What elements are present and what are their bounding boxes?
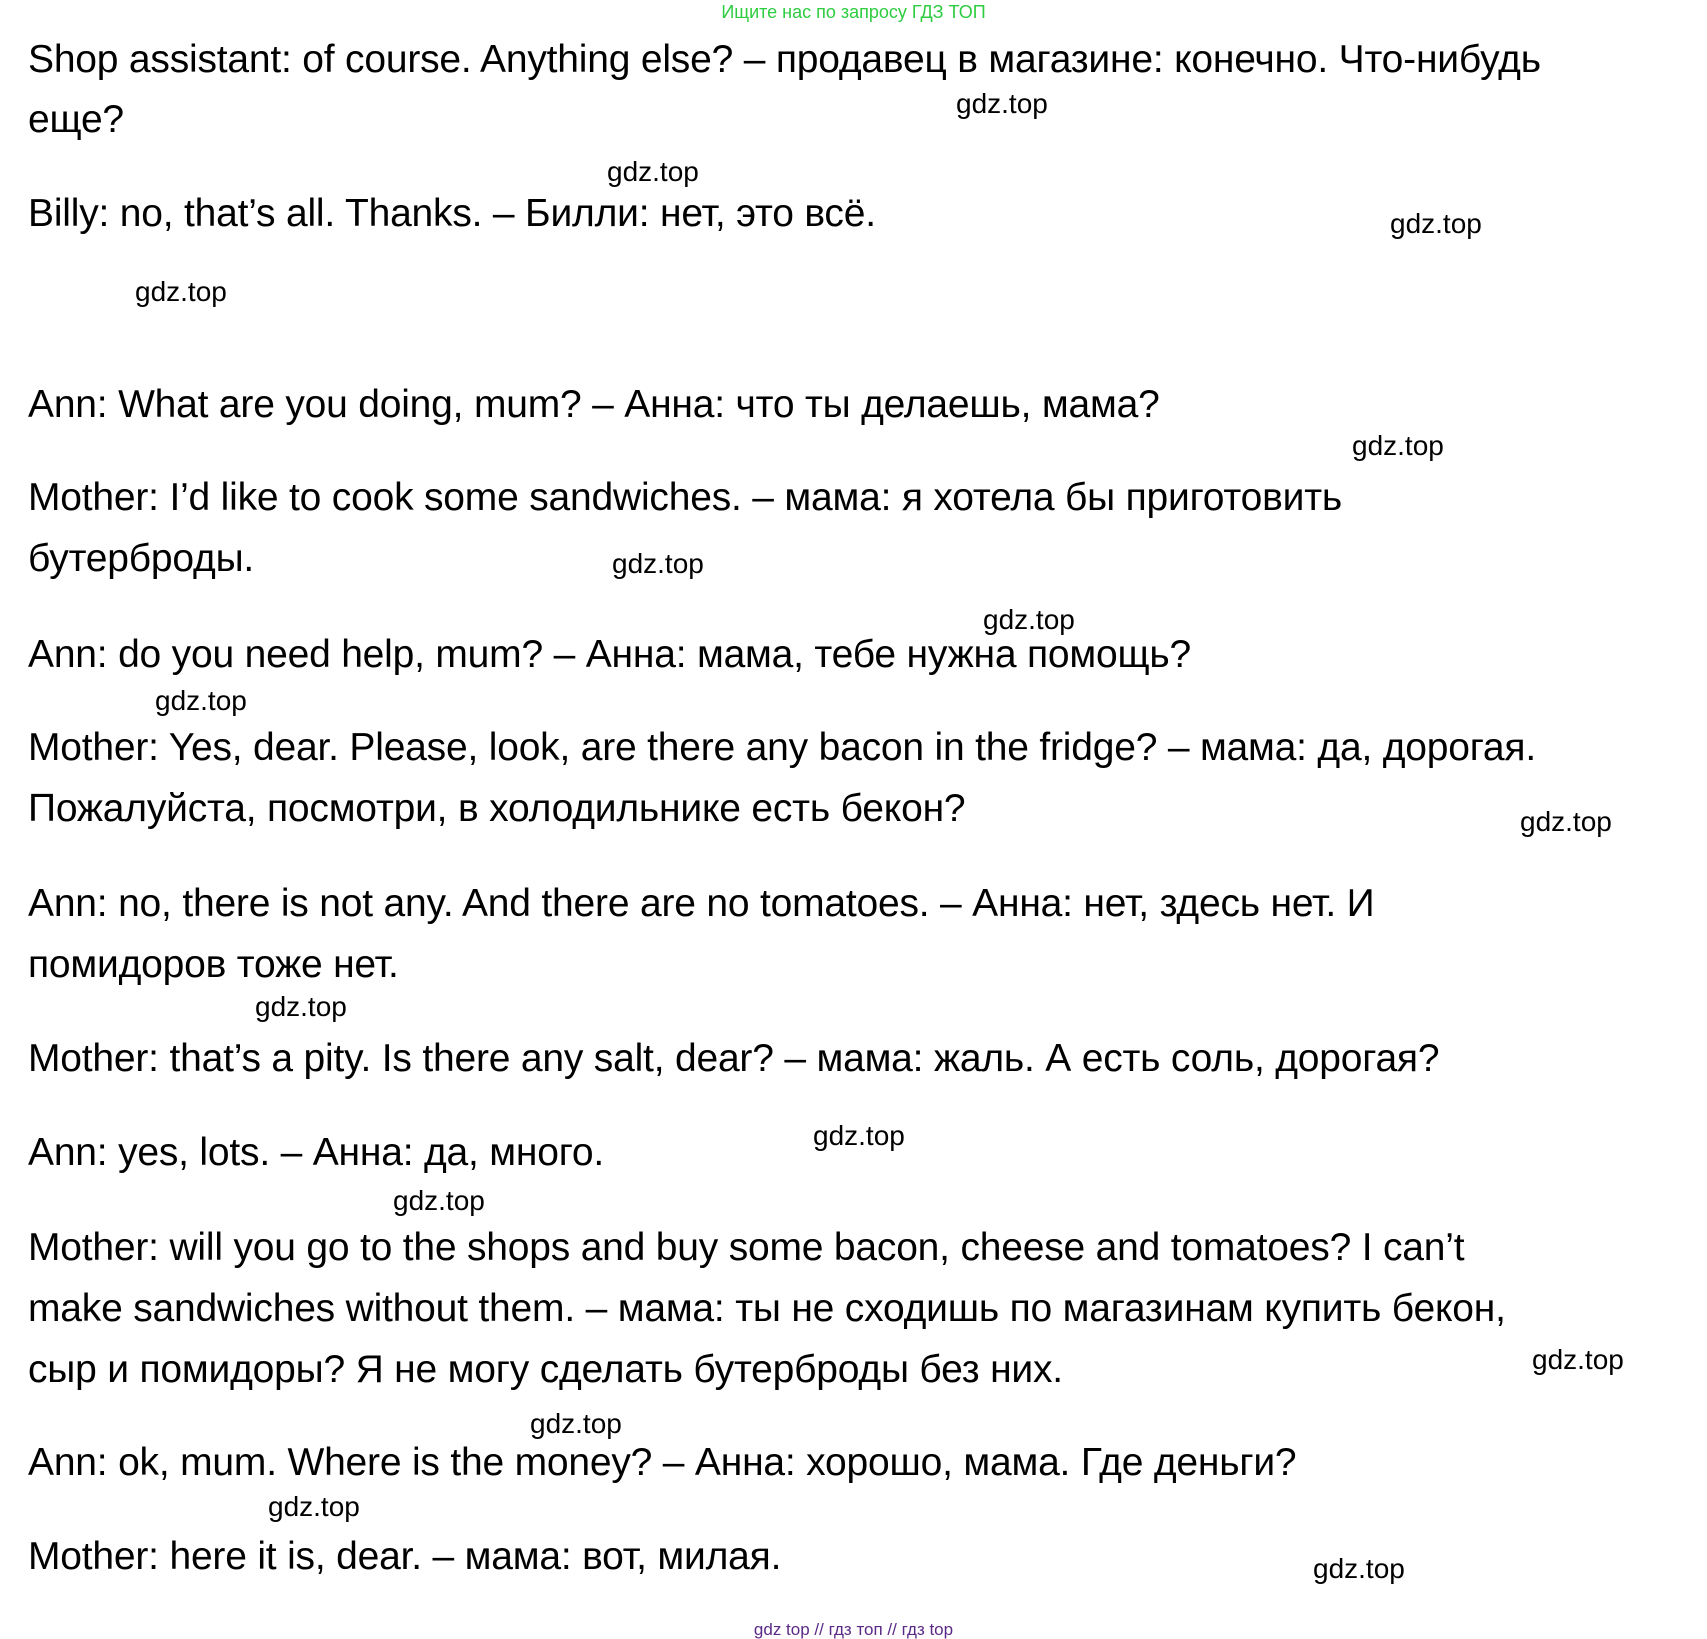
dialogue-line: Mother: will you go to the shops and buy some bacon, cheese and tomatoes? I can’t: [28, 1226, 1465, 1269]
dialogue-line: Ann: do you need help, mum? – Анна: мама, тебе нужна помощь?: [28, 633, 1191, 676]
watermark: gdz.top: [1520, 806, 1612, 837]
watermark: gdz.top: [1532, 1344, 1624, 1375]
watermark: gdz.top: [813, 1120, 905, 1151]
watermark: gdz.top: [1390, 208, 1482, 239]
dialogue-line: Ann: no, there is not any. And there are no tomatoes. – Анна: нет, здесь нет. И: [28, 882, 1375, 925]
dialogue-line: Пожалуйста, посмотри, в холодильнике есть бекон?: [28, 787, 966, 830]
dialogue-line: помидоров тоже нет.: [28, 943, 399, 986]
watermark: gdz.top: [983, 604, 1075, 635]
dialogue-line: make sandwiches without them. – мама: ты не сходишь по магазинам купить бекон,: [28, 1287, 1506, 1330]
dialogue-line: Billy: no, that’s all. Thanks. – Билли: нет, это всё.: [28, 192, 876, 235]
dialogue-line: Ann: yes, lots. – Анна: да, много.: [28, 1131, 605, 1174]
header-note: Ищите нас по запросу ГДЗ ТОП: [721, 2, 986, 22]
watermark: gdz.top: [607, 156, 699, 187]
dialogue-line: Mother: that’s a pity. Is there any salt, dear? – мама: жаль. А есть соль, дорогая?: [28, 1037, 1440, 1080]
footer-note: gdz top // гдз топ // гдз top: [753, 1620, 954, 1639]
watermark: gdz.top: [255, 991, 347, 1022]
dialogue-line: еще?: [28, 98, 124, 141]
watermark: gdz.top: [956, 88, 1048, 119]
dialogue-line: сыр и помидоры? Я не могу сделать бутерброды без них.: [28, 1348, 1063, 1391]
watermark: gdz.top: [393, 1185, 485, 1216]
watermark: gdz.top: [155, 685, 247, 716]
watermark: gdz.top: [135, 276, 227, 307]
dialogue-line: Shop assistant: of course. Anything else? – продавец в магазине: конечно. Что-нибудь: [28, 38, 1541, 81]
dialogue-line: Mother: here it is, dear. – мама: вот, милая.: [28, 1535, 782, 1578]
watermark: gdz.top: [530, 1408, 622, 1439]
dialogue-line: Mother: Yes, dear. Please, look, are there any bacon in the fridge? – мама: да, дорогая.: [28, 726, 1536, 769]
watermark: gdz.top: [1352, 430, 1444, 461]
dialogue-line: Mother: I’d like to cook some sandwiches. – мама: я хотела бы приготовить: [28, 476, 1343, 519]
dialogue-line: Ann: ok, mum. Where is the money? – Анна: хорошо, мама. Где деньги?: [28, 1441, 1297, 1484]
dialogue-line: бутерброды.: [28, 537, 255, 580]
dialogue-line: Ann: What are you doing, mum? – Анна: что ты делаешь, мама?: [28, 383, 1160, 426]
watermark: gdz.top: [612, 548, 704, 579]
watermark: gdz.top: [1313, 1553, 1405, 1584]
watermark: gdz.top: [268, 1491, 360, 1522]
